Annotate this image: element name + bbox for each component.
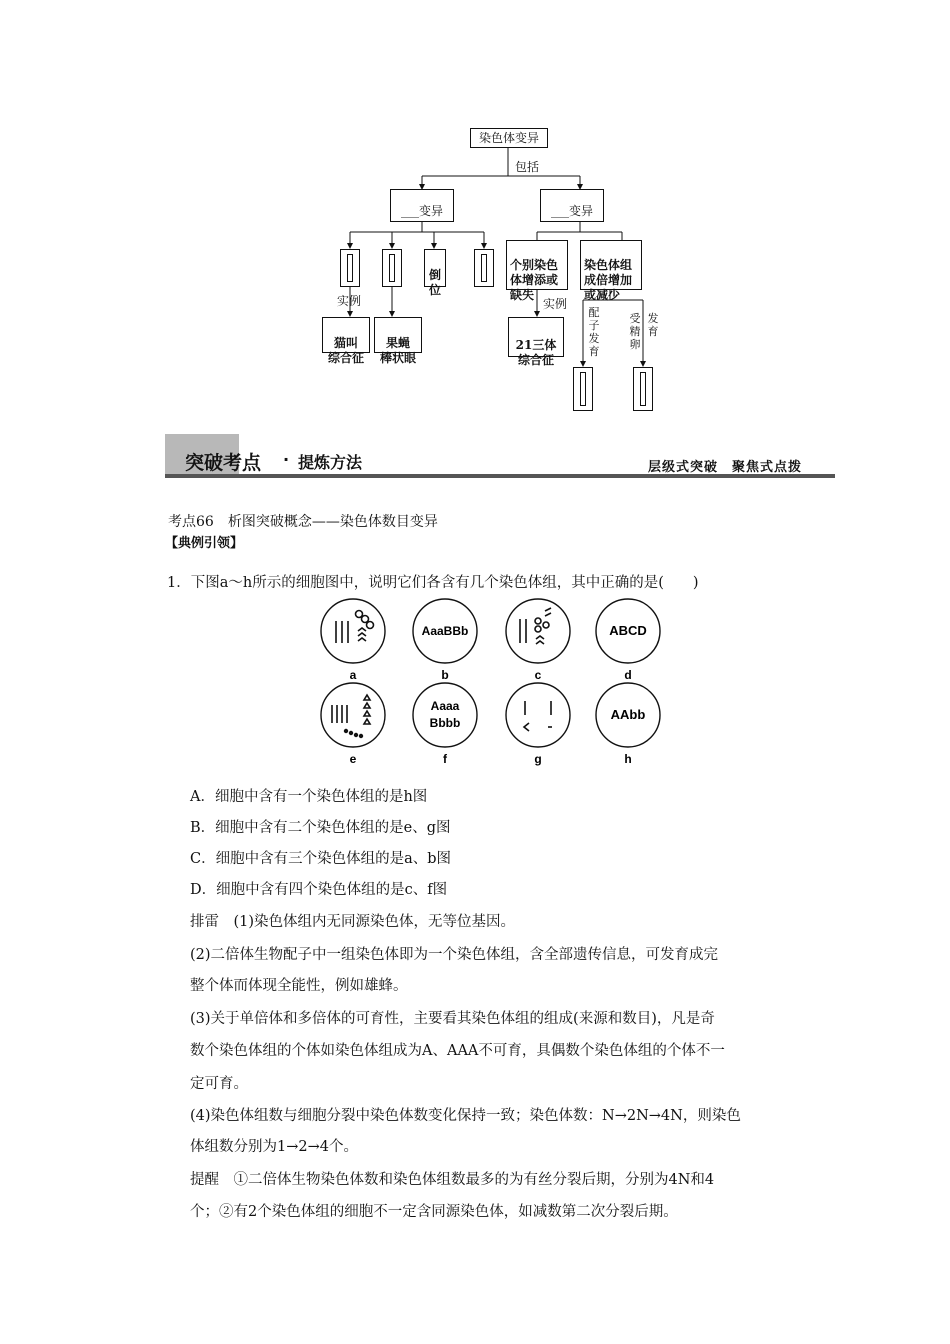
structural-variation-label: ___变异	[400, 204, 443, 218]
structural-variation-box	[390, 189, 454, 222]
option-c: C．细胞中含有三个染色体组的是a、b图	[190, 851, 452, 867]
example-label-left: 实例	[336, 294, 361, 308]
option-d: D．细胞中含有四个染色体组的是c、f图	[190, 882, 448, 898]
chromosome-set-box	[580, 240, 642, 302]
cell-a-chromosomes	[336, 611, 374, 644]
diagram-connectors	[0, 0, 950, 420]
individual-chromosome-box	[506, 240, 568, 302]
banner-subtitle: 提炼方法	[298, 453, 363, 472]
blank-box-1	[340, 249, 360, 287]
cell-h-label: h	[624, 752, 632, 766]
blank-box-3	[474, 249, 494, 287]
cell-c-label: c	[534, 668, 542, 682]
question-stem: 1．下图a～h所示的细胞图中，说明它们各含有几个染色体组，其中正确的是( )	[167, 575, 699, 591]
note-line: 定可育。	[190, 1076, 248, 1092]
cell-d-genotype: ABCD	[609, 623, 647, 638]
note-line: (3)关于单倍体和多倍体的可育性，主要看其染色体组的组成(来源和数目)，凡是奇	[190, 1011, 715, 1027]
inversion-label: 倒 位	[428, 268, 441, 297]
note-line: (4)染色体组数与细胞分裂中染色体数变化保持一致；染色体数：N→2N→4N，则染色	[190, 1108, 741, 1124]
diagram-root-label: 染色体变异	[478, 131, 539, 145]
cell-c	[506, 599, 570, 663]
trisomy-21-label: 21三体 综合征	[515, 338, 557, 367]
diagram-root-box	[470, 128, 548, 148]
cell-h-genotype: AAbb	[610, 707, 646, 722]
cell-g-label: g	[534, 752, 542, 766]
cell-d-label: d	[624, 668, 632, 682]
section-tag: 【典例引领】	[165, 536, 244, 551]
cell-c-chromosomes	[520, 608, 551, 644]
note-line: 数个染色体组的个体如染色体组成为A、AAA不可育，具偶数个染色体组的个体不一	[190, 1043, 725, 1059]
cell-g	[506, 683, 570, 747]
cell-e-dots	[344, 729, 363, 738]
cell-e-chromosomes	[332, 695, 370, 724]
cell-a-label: a	[349, 668, 357, 682]
inversion-box	[424, 249, 446, 297]
cell-f-genotype-line1: Aaaa	[430, 699, 460, 713]
note-line: 个；②有2个染色体组的细胞不一定含同源染色体，如减数第二次分裂后期。	[190, 1204, 678, 1220]
blank-box-haploid	[573, 367, 593, 411]
option-a: A．细胞中含有一个染色体组的是h图	[190, 789, 428, 805]
cell-e-label: e	[349, 752, 357, 766]
cell-b-genotype: AaaBBb	[421, 624, 469, 638]
cri-du-chat-label: 猫叫 综合征	[327, 336, 364, 365]
note-line: 整个体而体现全能性，例如雄蜂。	[190, 978, 408, 994]
banner-dot: ·	[283, 450, 290, 469]
example-label-right: 实例	[542, 297, 567, 311]
trisomy-21-box	[508, 317, 564, 367]
cell-a	[321, 599, 385, 663]
cell-figure-svg	[300, 595, 680, 775]
develop-label: 发 育	[647, 312, 659, 338]
numerical-variation-label: ___变异	[550, 204, 593, 218]
note-line: (2)二倍体生物配子中一组染色体即为一个染色体组，含全部遗传信息，可发育成完	[190, 947, 719, 963]
bar-eye-label: 果蝇 棒状眼	[379, 336, 416, 365]
banner-right-text: 层级式突破 聚焦式点拨	[648, 460, 803, 475]
chromosome-set-label: 染色体组 成倍增加 或减少	[584, 258, 633, 302]
note-line: 提醒 ①二倍体生物染色体数和染色体组数最多的为有丝分裂后期，分别为4N和4	[190, 1172, 715, 1188]
blank-box-2	[382, 249, 402, 287]
zygote-label: 受 精 卵	[629, 312, 641, 351]
cri-du-chat-box	[322, 317, 370, 365]
include-label: 包括	[514, 160, 539, 174]
cell-f-label: f	[443, 752, 447, 766]
blank-box-polyploid	[633, 367, 653, 411]
numerical-variation-box	[540, 189, 604, 222]
cell-f-genotype-line2: Bbbb	[429, 716, 461, 730]
option-b: B．细胞中含有二个染色体组的是e、g图	[190, 820, 451, 836]
individual-chromosome-label: 个别染色 体增添或 缺失	[510, 258, 559, 302]
note-line: 排雷 (1)染色体组内无同源染色体，无等位基因。	[190, 914, 516, 930]
cell-g-chromosomes	[524, 701, 552, 731]
gamete-develop-label: 配 子 发 育	[588, 306, 600, 358]
note-line: 体组数分别为1→2→4个。	[190, 1139, 358, 1155]
cell-e	[321, 683, 385, 747]
cell-b-label: b	[441, 668, 449, 682]
banner-title: 突破考点	[185, 452, 262, 474]
cell-f	[413, 683, 477, 747]
section-heading: 考点66 析图突破概念——染色体数目变异	[168, 514, 438, 530]
bar-eye-box	[374, 317, 422, 365]
